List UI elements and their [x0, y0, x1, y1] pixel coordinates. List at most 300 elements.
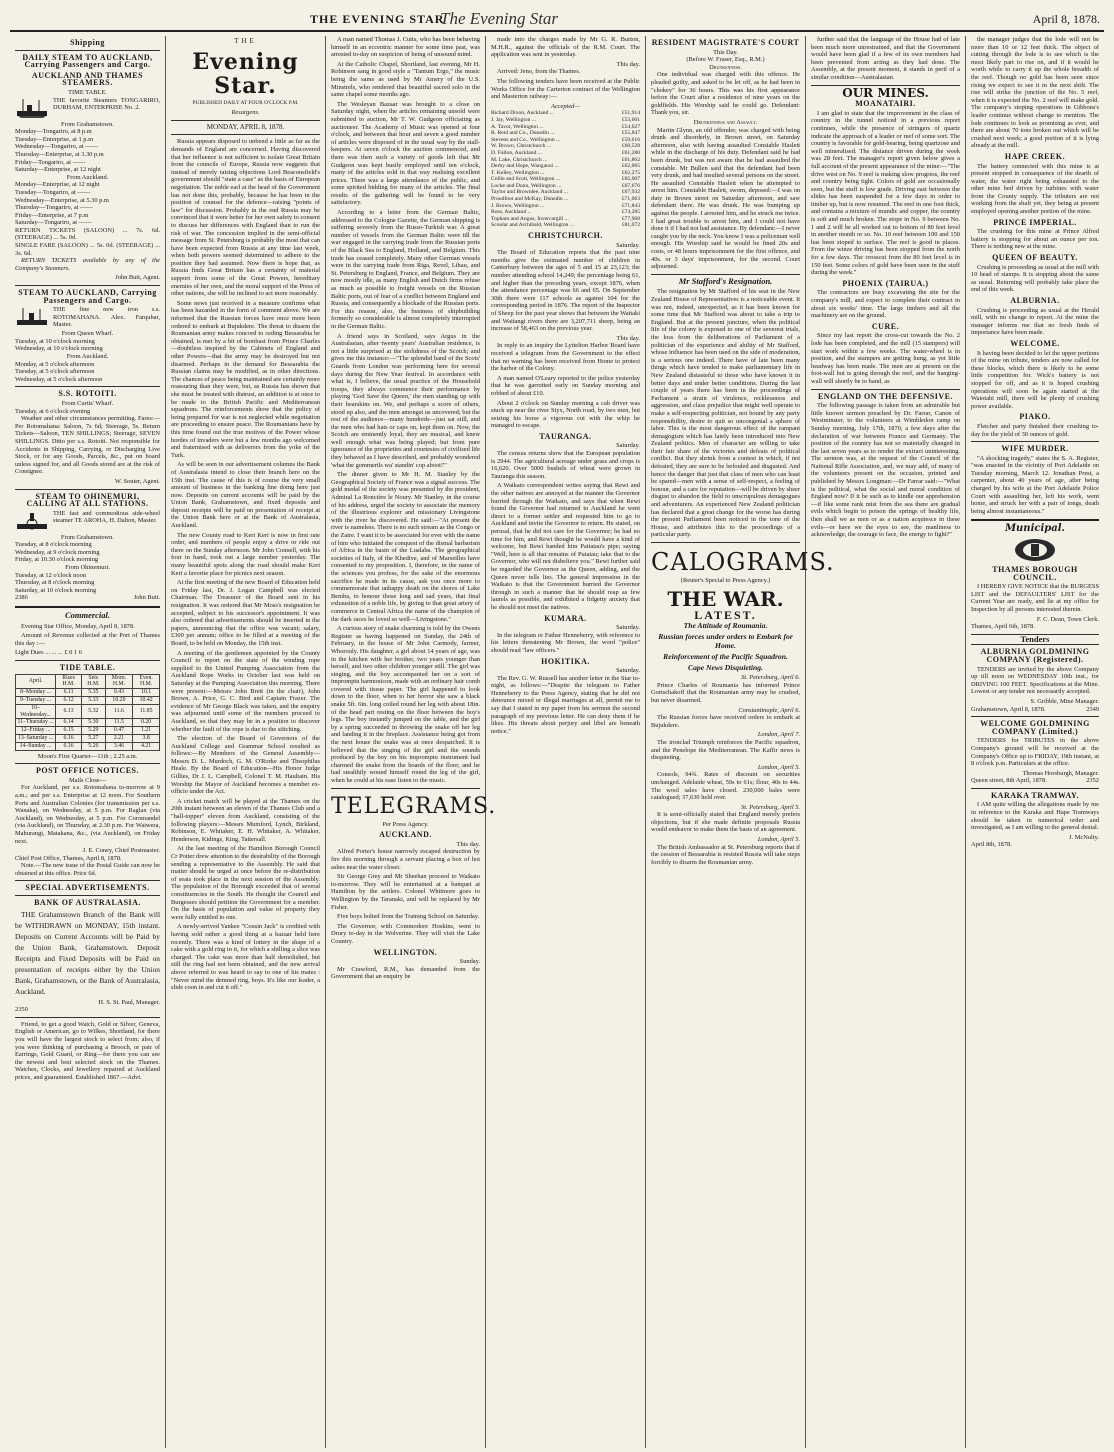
list-item: Wednesday, at 9 o'clock morning	[15, 548, 100, 556]
bank-num: 2350	[15, 1006, 28, 1014]
tenderer: Richard Dixon, Auckland ...	[491, 110, 554, 117]
tender-amount: £65,007	[621, 176, 640, 183]
title-the: THE	[234, 37, 257, 45]
tender-amount: £71,843	[621, 202, 640, 209]
tenderer: R. Reid and Co., Dunedin ...	[491, 130, 555, 137]
ad4-title: STEAM TO OHINEMURI, CALLING AT ALL STATIONS.	[26, 491, 149, 509]
cable-para: Prince Charles of Roumania has informed Prince Gortschakoff that the Roumanian army may be crushed, but never disarmed.	[651, 681, 800, 704]
tide-cell: 5.33	[82, 696, 106, 704]
cable-para: The British Ambassador at St. Petersburg reports that if the cession of Bessarabia is resisted Russia will take steps forcibly to disarm the Roumanian army.	[651, 843, 800, 866]
news-para: A man named Thomas J. Cutts, who has been behaving himself in an eccentric manner for some time past, was arrested to-day on suspicion of being of unsound mind.	[331, 36, 480, 59]
tender-amount: £62,065	[621, 163, 640, 170]
calograms-header: CALOGRAMS.	[651, 548, 835, 576]
tender-amount: £61,862	[621, 156, 640, 163]
list-item	[491, 163, 640, 170]
tenderer: Locke and Dunn, Wellington ...	[491, 182, 562, 189]
tide-cell: 11.5	[105, 719, 133, 727]
table-row	[16, 689, 160, 697]
council-sign: F. C. Dean, Town Clerk.	[1036, 615, 1099, 623]
the-war-header: THE WAR.	[667, 586, 784, 611]
ad1-sub: AUCKLAND AND THAMES STEAMERS.	[31, 70, 144, 88]
list-item	[491, 222, 640, 229]
masthead	[10, 8, 1104, 32]
mine-para: The contractors are busy excavating the site for the company's mill, and expect to complete their contract in about six weeks' time. The large timbers and all the machinery are on the ground.	[811, 289, 960, 320]
tide-cell: 11–Thursday ...	[17, 719, 54, 726]
tender-footer	[971, 777, 1099, 785]
tide-head-cell: Rises H.M.	[56, 674, 82, 689]
tide-head-cell: Sets H.M.	[82, 674, 106, 689]
tide-cell: 3.46	[105, 742, 133, 750]
mine-para: The crushing for this mine at Prince Alfred battery is stopping for about an ounce per ton. There is nothing new at the mine.	[971, 228, 1099, 251]
tender-num: 2349	[1086, 705, 1099, 713]
tender-amount: £67,676	[621, 182, 640, 189]
karaka-sign: J. McNulty.	[1069, 833, 1099, 841]
tide-cell: 6.11	[56, 689, 82, 697]
drunk-header: Drunkenness.	[709, 63, 742, 71]
telegram-para: Five boys bolted from the Training School on Saturday.	[337, 913, 480, 921]
masthead-date: April 8, 1878.	[1032, 12, 1100, 26]
tender-amount: £77,968	[621, 215, 640, 222]
editorial-para: Russia appears disposed to unbend a little as far as the demands of England are concerned. Having discovered that her influence is not sufficient to isolate Great Britain from the councils of Europe, Russia now suggests that instead of merely raising objections Lord Beaconsfield's government should "state a case" as the basis of European negotiation. The noble earl at the head of the Government has not done this, probably, because he has been in the position of counsel for the defence—raising "points of law" for discussion. Probably in the end Russia may be convinced that it were better for her own safety to consent to discuss her differences with England than to run the risk of war. The concession implied in the semi-official message from St. Petersburg is probably the most that can have been expected from Russia at any time last week, when both powers seemed determined to adhere to the position they had assumed. Now there is hope that, as Russia finds Great Britain has a certainty of material support from some of the Great Powers, hereditary enemies of her own, and the moral support of the Press of other nations, she will be inclined to act more reasonably.	[171, 138, 320, 298]
ad1-timetable: TIME TABLE.	[68, 88, 107, 96]
war-subhead: Reinforcement of the Pacific Squadron.	[663, 652, 788, 662]
list-item	[491, 196, 640, 203]
christchurch-day2: This day.	[616, 334, 640, 342]
tenderer: T. Kelley, Wellington ...	[491, 169, 545, 176]
welcome-header: WELCOME.	[1010, 338, 1060, 348]
wife-para: "A shocking tragedy," states the S. A. Register, "was enacted in the vicinity of Port Adelaide on Tuesday morning, March 12. Jonathan Prest, a carpenter, about 40 years of age, after being charged by his wife at the Port Adelaide Police Court with assaulting her, left his work, went home, and struck her with a pair of tongs, death being almost instantaneous."	[971, 454, 1099, 515]
court-para: Martin Glynn, an old offender, was charged with being drunk and disorderly, in Brown street, on Saturday afternoon, also with having assaulted Constable Haslett while in the discharge of his duty. Defendant said he had been drunk, but was not aware that he had assaulted the constable. Mr Bullen said that the defendant had been very drunk, and had insulted several persons on the street. He assaulted Constable Haslett when he attempted to arrest him. Constable Haslett, sworn, deposed:—I was on duty in Brown street on Saturday afternoon, and saw defendant there. He was drunk. He was bumping up against the people. I arrested him, and he struck me twice. I had great trouble to arrest him, and I could not have done it if I had not had assistance. By defendant:—I never caught you by the neck. You know I was a policeman well enough. His Worship said he would be fined 20s and costs, or 48 hours imprisonment for the first offence, and 40s. or 3 days' imprisonment, for the second. Court adjourned.	[651, 126, 800, 271]
welcome-tender-header: WELCOME GOLDMINING COMPANY (Limited.)	[980, 719, 1090, 736]
list-item: Saturday—Tongariro, at ——	[15, 219, 92, 227]
telegram-para: The census returns show that the European population is 2944. The agricultural acreage under grass and crops is 16,620. Over 5000 bushels of wheat were grown in Tauranga this season.	[491, 450, 640, 480]
steamship-icon	[15, 97, 49, 119]
dateline: St. Petersburg, April 5.	[741, 803, 800, 811]
ad1-lines-g	[15, 128, 160, 174]
dateline: London, April 5.	[757, 836, 800, 844]
editorial-para: At the last meeting of the Hamilton Borough Council Cr Potter drew attention to the desirability of the Borough sending a representative to the Assembly. He said that matter should be urged at once before the re-distribution of seats took place in the next session of the Assembly. The population of the Borough exceeded that of several constituencies in the South. He thought the Council and Burgesses should petition the Government for a member. On the basis of population and value of property they were fully entitled to one.	[171, 845, 320, 921]
piako-header: PIAKO.	[1019, 412, 1051, 422]
tide-header: TIDE TABLE.	[59, 663, 116, 672]
tide-cell: 5.27	[82, 734, 106, 742]
ad4-body-text: THE fast and commodious side-wheel steamer TE AROHA, H. Dalton, Master.	[53, 509, 160, 525]
watch-advert: Friend, to get a good Watch, Gold or Silver, Geneva, English or American, go to Wilkes, Shortland, for there you will have the largest stock to select from; also, if you were thinking of purchasing a Brooch, or pair of Earrings, Gold Guard, or Ring—for there you can see the newest and best selected stock on the Thames. Watches, Clocks, and Jewellery repaired at Auckland prices, and guaranteed. Established 1867.—Advt.	[15, 1020, 160, 1081]
ad3-body: Weather and other circumstances permitting. Fares:—Per Rotomahana: Saloon, 7s 6d; Steerage, 5s. Return Tickets—Saloon, TEN SHILLINGS; Steerage, SEVEN SHILLINGS. Ditto per s.s. Rotoiti. Not responsible for Accidents in Shipping, Carrying, or Discharging Live Stock, or for any Goods, Parcels, &c., put on board unless signed for, and all Goods stored are at the risk of Consignee.	[15, 415, 160, 476]
war-subhead: Russian forces under orders to Embark for Home.	[658, 632, 793, 651]
table-row	[16, 742, 160, 750]
wife-header: WIFE MURDER.	[1001, 444, 1069, 454]
news-para: According to a letter from the German Baltic, addressed to the Cologne Gazette, the German shipping is suffering severely from the Russo-Turkish war. A great number of vessels from the German Baltic were till the war engaged in the carrying trade from the Russian ports of the Black Sea to England, Holland, and Belgium. This trade has ceased completely. Many other German vessels were in the carrying trade from Riga, Revel, Libau, and St. Petersburg to England, France, and Belgium. They are now mostly idle, as many English and Dutch firms refuse as much as possible to freight vessels on the Russian Baltic ports, out of fear of a conflict between England and Russia, and consequently a blockade of the Russian ports. For this reason, also, the business of shipbuilding formerly so considerable is almost completely interrupted in the German Baltic.	[331, 209, 480, 330]
tender-notice: TENDERS are invited by the above Company up till noon on WEDNESDAY 10th inst., for DRIVING 100 FEET. Specifications at the Mine. Lowest or any tender not necessarily accepted.	[971, 665, 1099, 696]
tender-amount: £53,601	[621, 116, 640, 123]
editorial-para: A meeting of the gentlemen appointed by the County Council to report on the state of the winding rope supplied to the United Pumping Association from the Auckland Rope Works in October last was held on Saturday at the Pumping Association this morning. There were present:—Messrs John Brett (in the chair), John Brown, A. Price, G. C. Bird and Captain Frazer. The evidence of Mr George Black was taken, and the enquiry was adjourned until some of the members proceed to Auckland, so that they may be in a position to discover whether the fault of the rope is due to the stitching.	[171, 649, 320, 733]
list-item: Monday—Tongariro, at 8 p.m	[15, 128, 92, 136]
column-3	[326, 36, 497, 1448]
ad3-line: Tuesday, at 6 o'clock evening	[15, 407, 91, 415]
cable-para: Consols, 94¾. Rates of discount on securities unchanged. Adelaide wheat, 59s to 61s; flour, 40s to 44s. The wool sales have closed. 230,000 bales were catalogued; 37,630 held over.	[651, 771, 800, 802]
editorial-para: At the first meeting of the new Board of Education held on Friday last, Dr. J. Logan Campbell was elected Chairman. The Treasurer of the Board sent in his resignation. It was ordered that Mr Moss's resignation be accepted, subject to his successor's appointment. It was also ordered that advertisements should be inserted in the papers, announcing that the office was vacant; salary, £300 per annum; office to be filled at a meeting of the Board, to be held on Monday, the 15th inst.	[171, 579, 320, 647]
list-item	[491, 176, 640, 183]
post-header: POST OFFICE NOTICES.	[36, 766, 139, 776]
list-item	[491, 150, 640, 157]
list-item: Wednesday, at 5 o'clock afternoon	[15, 375, 103, 383]
ad4-num: 2386	[15, 594, 28, 602]
christchurch-header: CHRISTCHURCH.	[528, 231, 603, 241]
tender-amount: £81,072	[621, 222, 640, 229]
tender-amount: £54,627	[621, 123, 640, 130]
telegram-para: Alfred Porter's house narrowly escaped destruction by fire this morning through a servant placing a box of hot ashes near the water closet.	[331, 848, 480, 871]
tender-amount: £62,275	[621, 169, 640, 176]
tide-cell: 6.14	[56, 719, 82, 727]
list-item	[491, 209, 640, 216]
dateline: St. Petersburg, April 6.	[741, 674, 800, 682]
commercial-office: Evening Star Office, Monday, April 8, 1878.	[21, 622, 135, 630]
post-sign: J. E. Coney, Chief Postmaster.	[82, 847, 160, 855]
tide-cell: 0.20	[133, 719, 160, 727]
tide-cell: 10.20	[105, 696, 133, 704]
ad3-sign: W. Souter, Agent.	[114, 477, 160, 485]
telegram-para: The Rev. G. W. Russell has another letter in the Star to-night, as follows:—"Despite the telegram to Father Henneberry to the Press Agency, stating that he did not denounce mixed or illegal marriages at all, permit me to say that I stated in my paper from his sermon the second paragraph of my previous letter. He can deny them if he likes. His threats about perjury and libel are beneath notice."	[491, 674, 640, 735]
telegram-para: made into the charges made by Mr G. R. Burton, M.H.R., against the officials of the R.M. Court. The application was sent in yesterday.	[491, 36, 640, 59]
stafford-continued: further said that the language of the House had of late been much more unrestrained, and that the Government would have been glad if a few of its own members had been prevented from acting as they had done. The Assembly, at the present moment, it stands in peril of a similar condition—Australasian.	[811, 36, 960, 81]
stafford-header: Mr Stafford's Resignation.	[678, 275, 773, 286]
hokitika-day: Saturday.	[616, 667, 640, 675]
tide-cell: 5.35	[82, 689, 106, 697]
mine-para: I am glad to state that the improvement in the class of country in the tunnel noticed in a previous report continues, while the presence of stringers of quartz indicate the approach of a leader or reef of some sort. The country is favorable for gold-bearing, being quartzose and well mineralised. The distance driven during the week was 28 feet. The manager's report given below gives a full account of the present appearance of the mine:—"The drive west on No. 9 reef is making slow progress, the reef and country being tight. Colors of gold are occasionally seen, but the stuff is low grade. Driving east between the slides has been suspended for a few days in order to timber up, but is now resumed. The reef in one foot thick, and contains a mixture of mundic and copper, the country is soft and much broken. The stope in No. 9 between No. 1 and 2 will be all worked out to bottom of 80 feet level in another month or so. No. 10 reef between 100 and 150 has been stoped to surface. The reef is good in places. From the winze driving has been stopped from the north for a few days. The crosscut from the 80 feet level is in 150 feet. Some colors of gold have been seen in the stuff during the week."	[811, 109, 960, 277]
column-7	[966, 36, 1104, 1448]
tauranga-header: TAURANGA.	[539, 431, 592, 441]
list-item: Friday—Enterprise, at 7 p.m	[15, 211, 89, 219]
alburnia-header: ALBURNIA.	[1010, 296, 1060, 305]
ad2-body	[15, 306, 160, 329]
tide-cell: 5.32	[82, 704, 106, 719]
ad2-from-a: From Auckland.	[66, 353, 109, 360]
list-item: Thursday—Enterprise, at 3.30 p.m	[15, 150, 104, 158]
tender-sign: Thomas Horsburgh, Manager.	[1022, 769, 1099, 777]
ad1-body-text: THE favorite Steamers TONGARIRO, DURHAM, ENTERPRISE No. 2.	[53, 96, 160, 112]
table-row	[16, 734, 160, 742]
tender-amount: £74,285	[621, 209, 640, 216]
hape-header: HAPE CREEK.	[1004, 151, 1066, 161]
column-5	[646, 36, 835, 1448]
tide-table	[15, 674, 160, 751]
tide-foot: Moon's First Quarter—11th ; 2.25 a.m.	[37, 752, 138, 760]
list-item: Monday—Enterprise, at 12 night	[15, 181, 100, 189]
list-item: Friday, at 10.30 o'clock morning	[15, 556, 99, 564]
tenderer: Taylor and Brownlee, Auckland ...	[491, 189, 568, 196]
ad1-sign: John Butt, Agent.	[115, 274, 160, 282]
karaka-notice: I AM quite willing the allegations made by me in reference to the Karaka and Hape Tramways should be taken in numerical order and investigated, as I am willing to the general denial.	[971, 801, 1099, 832]
queen-header: QUEEN OF BEAUTY.	[992, 253, 1078, 263]
list-item	[491, 203, 640, 210]
list-item: Tuesday—Tongariro, at ——	[15, 188, 91, 196]
tide-cell: 6.16	[56, 734, 82, 742]
table-row	[16, 696, 160, 704]
tide-cell: 9.43	[105, 689, 133, 697]
england-header: ENGLAND ON THE DEFENSIVE.	[817, 391, 954, 401]
karaka-date: April 8th, 1878.	[971, 841, 1012, 849]
phoenix-header: PHOENIX (TAIRUA.)	[842, 278, 929, 288]
tenderer: Collie and Scott, Wellington ...	[491, 176, 561, 183]
tide-cell: 10–Wednesday...	[16, 704, 56, 719]
dateline: London, April 5.	[757, 763, 800, 771]
list-item	[491, 117, 640, 124]
list-item	[491, 157, 640, 164]
masthead-handwritten-note: The Evening Star	[440, 9, 559, 28]
kumara-header: KUMARA.	[544, 613, 587, 623]
ad2-from-q: From Queen Wharf.	[61, 330, 114, 338]
council-header: THAMES BOROUGH COUNCIL.	[992, 565, 1078, 582]
tenderer: W. Brown, Christchurch ...	[491, 143, 552, 150]
list-item: Tuesday, at 5 o'clock afternoon	[15, 368, 95, 376]
list-item: Saturday—Enterprise, at 12 night	[15, 166, 101, 174]
column-4	[486, 36, 646, 1448]
tide-head-cell: Morn. H.M.	[105, 674, 133, 689]
list-item	[491, 124, 640, 131]
telegram-para: Sir George Grey and Mr Sheehan proceed to Waikato to-morrow. They will be entertained at a banquet at Hamilton by the settlers. Colonel Whitmore goes to Wellington by the Taranaki, and will be replaced by Mr Fisher.	[331, 873, 480, 911]
tide-cell: 0.47	[105, 727, 133, 735]
telegram-para: The Board of Education reports that the past nine months give the estimated number of children in Canterbury between the ages of 5 and 15 at 23,123; the number attending school 14,249; the percentage being 61, and higher than the preceding years, except 1876, when the attendance percentage was 66 and 65. On September 30th there were 117 schools as against 104 for the corresponding period in 1876. The report of the Inspector of Sheep for the past year shows that between the Waitaki and Waitangi rivers there are 3,207,711 sheep, being an increase of 58,463 on the previous year.	[491, 249, 640, 333]
tenders-list	[491, 110, 640, 229]
tide-cell: 10.1	[133, 689, 160, 697]
tide-cell: 11.85	[133, 704, 160, 719]
mine-para: Since my last report the cross-cut towards the No. 2 lode has been completed, and the mill (15 stampers) will start work within a few weeks. The water-wheel is in position, and the stampers are getting hung, as yet little headway has been made. The men are at present on the foot-wall but is going through the reef, and the hanging-wall will shortly be to hand, as	[811, 332, 960, 385]
tide-cell: 9–Tuesday ...	[16, 696, 56, 704]
ad4-from-g: From Grahamstown.	[61, 533, 114, 541]
karaka-header: KARAKA TRAMWAY.	[990, 790, 1080, 800]
telegram-para: Arrived: Jeno, from the Thames.	[497, 68, 581, 76]
tenderer: Stevens and Co., Wellington ...	[491, 136, 561, 143]
list-item: Wednesday—Tongariro, at ——	[15, 143, 98, 151]
columns	[10, 36, 1104, 1448]
accepted-header: Accepted—	[550, 102, 581, 110]
ad2-body-text: THE fine new iron s.s. ROTOMAHANA. Alex. Farquhar, Master.	[53, 306, 160, 329]
telegram-para: In the telegram re Father Henneberry, with reference to his letters threatening Mr Brown, the word "police" should read "law officers."	[491, 631, 640, 654]
tide-cell: 14–Sunday ...	[16, 742, 56, 750]
tide-head-cell: Even. H.M.	[133, 674, 160, 689]
tenderer: A. Tavor, Wellington ...	[491, 123, 544, 130]
ad1-from-a: From Auckland.	[66, 173, 109, 181]
published-line: PUBLISHED DAILY AT FOUR O'CLOCK P.M.	[192, 99, 299, 106]
prince-header: PRINCE IMPERIAL.	[993, 217, 1077, 227]
tender-amount: £61,280	[621, 149, 640, 156]
column-2	[166, 36, 326, 1448]
tide-cell: 12–Friday ...	[16, 727, 56, 735]
our-mines-header: OUR MINES.	[842, 85, 929, 100]
table-row	[16, 719, 160, 727]
tender-amount: £59,616	[621, 136, 640, 143]
telegrams-sub: Per Press Agency.	[382, 820, 429, 828]
cable-para: The ironclad Triumph reinforces the Pacific squadron, and the Penelope the Mediterranean. The Kaffir news is disquieting.	[651, 738, 800, 762]
list-item: Monday, at 5 o'clock afternoon	[15, 360, 95, 368]
list-item	[491, 170, 640, 177]
telegrams-header: TELEGRAMS.	[331, 793, 497, 819]
ad3-title: S.S. ROTOITI.	[58, 389, 117, 399]
newspaper-title: Evening Star.	[192, 48, 299, 99]
tenderer: Topham and Angus, Invercargill ...	[491, 215, 569, 222]
tide-cell: 6.12	[56, 696, 82, 704]
list-item: Wednesday, at 10 o'clock morning	[15, 345, 103, 353]
mine-para: Crushing is proceeding as usual at the Herald mill, with no change to report. At the mine the manager informs me that no fresh finds of importance have been made.	[971, 306, 1099, 337]
bank-sign: H. S. St. Paul, Manager.	[98, 998, 160, 1006]
cure-header: CURE.	[871, 321, 900, 331]
tender-date: Queen street, 8th April, 1878.	[971, 777, 1047, 785]
tide-head-row	[16, 674, 160, 689]
news-para: At the Catholic Chapel, Shortland, last evening, Mr H. Robinson sang in good style a "Tantum Ergo," the music being the same as used by Mr Amery of the U.S. Minstrels, who rendered that beautiful sacred solo in the same chapel some months ago.	[331, 60, 480, 99]
ad4-body	[15, 510, 160, 525]
ad4-footer	[15, 594, 160, 602]
tender-amount: £71,063	[621, 196, 640, 203]
tenderer: D. Fallon, Auckland ...	[491, 149, 542, 156]
tender-amount: £60,528	[621, 143, 640, 150]
ad1-title: DAILY STEAM TO AUCKLAND, Carrying Passengers and Cargo.	[22, 52, 153, 70]
telegram-para: About 2 o'clock on Sunday morning a cab driver was stuck up near the river Styx, North road, by two men, but seizing his horse a vigorous cut with the whip he managed to escape.	[491, 399, 640, 430]
masthead-title: THE EVENING STAR	[310, 12, 445, 26]
calograms-sub: (Reuter's Special to Press Agency.)	[680, 577, 771, 584]
ad1-note: RETURN TICKETS available by any of the Company's Steamers.	[15, 257, 160, 272]
table-row	[16, 727, 160, 735]
telegram-para: The following tenders have been received at the Public Works Office for the Carterton contract of the Wellington and Masterton railway:—	[491, 77, 640, 101]
bank-header: BANK OF AUSTRALASIA.	[34, 898, 141, 908]
list-item: Tuesday—Enterprise, at 1 p.m	[15, 135, 94, 143]
column-6	[806, 36, 966, 1448]
list-item	[491, 137, 640, 144]
list-item	[491, 143, 640, 150]
tenderer: Scoular and Archibald, Wellington ...	[491, 222, 575, 229]
tender-notice: TENDERS for TRIBUTES in the above Company's ground will be received at the Company's Office up to FRIDAY, 19th instant, at 8 o'clock p.m. Particulars at the office.	[971, 737, 1099, 768]
council-notice: I HEREBY GIVE NOTICE that the BURGESS LIST and the DEFAULTERS' LIST for the Current Year are ready, and lie at my office for Inspection by all persons interested therein.	[971, 583, 1099, 613]
ad1-from-g: From Grahamstown.	[61, 120, 114, 128]
editorial-para: The new County road to Keri Keri is now in first rate order, and numbers of people enjoy a drive or ride out there on the Sunday afternoon. Mr John Connell, with his four in hand, took out a large number yesterday. The many beautiful spots along the road should make Keri Keri a favorite place for picnics next season.	[171, 531, 320, 577]
list-item: Thursday—Tongariro, at ——	[15, 204, 93, 212]
ad4-sign: John Butt.	[133, 594, 160, 602]
christchurch-day: Saturday.	[616, 241, 640, 249]
ad2-title: STEAM TO AUCKLAND, Carrying Passengers and Cargo.	[18, 288, 157, 305]
tauranga-day: Saturday.	[616, 442, 640, 450]
war-subhead: Cape News Disquieting.	[688, 663, 763, 673]
mine-para: It having been decided to let the upper portions of the mine on tribute, tenders are now called for these blocks, which there is likely to be some little competition for. Wick's battery is not stopped for off, and as it is hoped crushing operations will soon be again started at the Waiotahi mill, there will be plenty of crushing power available.	[971, 349, 1099, 410]
list-item: Tuesday, at 8 o'clock morning	[15, 541, 92, 549]
mine-para: Crushing is proceeding as usual at the mill with 10 head of stamps. It is stopping about the same as usual. Returning will probably take place the end of this week.	[971, 263, 1099, 294]
tide-cell: 1.21	[133, 727, 160, 735]
tide-cell: 11.6	[105, 704, 133, 719]
ad1-lines-a	[15, 181, 160, 227]
rm-before: (Before W. Fraser, Esq., R.M.)	[686, 56, 765, 64]
news-para: The dinner given to Mr H. M. Stanley by the Geographical Society of France was a signal success. The gold medal of the society was presented by the president, Admiral La Roncière le Noury. Mr Stanley, in the course of his address, urged the society to associate the memory of the illustrious explorer and missionary Livingstone with the river he discovered. He said:—"At present the river is nameless. There is no such stream as the Congo or the Zaire. I want it to be associated for ever with the name of him who initiated the conquest of the dismal barbarism of Africa in the basin of the Lualaba. The geographical societies of Italy, of the Khedive, and of Marseilles have consented to my proposition. I, therefore, in the name of the sciences you profess, for the sake of the enormous sacrifice he made in its cause, ask you once more to commemorate that unhappy death on the shores of Lake Bemba, to honour those long and sad years, that final exhaustion of a noble life, by giving to that great artery of commerce in Central Africa the name of the champion of the dark races he loved so well—Livingstone."	[331, 471, 480, 623]
list-item: Tuesday, at 12 o'clock noon	[15, 571, 86, 579]
cable-para: The Russian forces have received orders to embark at Bujukdere.	[651, 714, 800, 729]
auckland-header: AUCKLAND.	[379, 830, 432, 840]
court-para: One individual was charged with this offence. He pleaded guilty, and asked to be let off, as he had been in "chokey" for 36 hours. This was his first appearance before the Court after a residence of nine years on the goldfields. His Worship said he could go. Defendant: Thank you, sir.	[651, 71, 800, 117]
ad3-from: From Curtis' Wharf.	[61, 399, 114, 407]
auckland-day: This day.	[456, 840, 480, 848]
wellington-header: WELLINGTON.	[373, 947, 438, 957]
commercial-body: Amount of Revenue collected at the Port of Thames this day :—	[15, 632, 160, 647]
tenderer: J. Brown, Wellington ...	[491, 202, 545, 209]
kumara-day: Saturday.	[616, 624, 640, 632]
mine-para: The battery connected with this mine is at present stopped in consequence of the dearth of water, the water right being exhausted to the other mine bed driven by turbines with water from the County supply. The tributers are not working from the shaft yet, they being at present employed opening another portion of the mine.	[971, 162, 1099, 216]
ad1-single: SINGLE FARE (SALOON) ... 5s. 0d. (STEERAGE) ... 3s. 6d.	[15, 242, 160, 257]
dateline: Constantinople, April 6.	[738, 706, 800, 714]
assault-header: Drunkenness and Assault.	[693, 118, 758, 126]
news-para: A friend says in Scotland, says Argus in the Australasian, after twenty years' Australian residence, is not a little surprised at the stolidness of the Scotch; and gives me this instance:—"The splendid band of the Scots' Guards from London was performing here for several days during the New Year festival. In accordance with what is, I believe, the usual practice of the Household troops, they always commence their performance by playing 'God Save the Queen,' the men standing up with their bearskins on. We, and perhaps a score of others, stood up also, and the men amongst us uncovered; but the rest of the audience—many hundreds—just sat still, and the men who had hats or caps on, kept them on. Now, the Scotch are eminently loyal, they are musical, and knew well enough what was being played; but from pure ignorance of the proprieties and courtesies of civilised life they behaved as I have described, and probably wondered 'what the gommerils wa' standin' cop aboot!'"	[331, 332, 480, 469]
paddle-steamer-icon	[15, 510, 49, 532]
tide-cell: 6.15	[56, 727, 82, 735]
tender-num: 2352	[1086, 777, 1099, 785]
editorial-dateline: MONDAY, APRIL 8, 1878.	[206, 122, 285, 131]
tenderer: J. Jay, Wellington ...	[491, 116, 537, 123]
borough-crest-icon	[1012, 535, 1058, 563]
rm-day: This Day.	[713, 48, 738, 56]
tenderer: Ross, Auckland ...	[491, 209, 532, 216]
tender-sign: S. Gribble, Mine Manager.	[1030, 697, 1099, 705]
mine-para: Fletcher and party finished their crushing to-day for the yield of 30 ounces of gold.	[971, 422, 1099, 438]
list-item	[491, 110, 640, 117]
tide-head-cell: April.	[16, 674, 56, 689]
bank-body: THE Grahamstown Branch of the Bank will be WITHDRAWN on MONDAY, 15th instant. Deposits on Current Accounts will be Paid by the Union Bank, Grahamstown. Deposit Receipts and Fixed Deposits will be Paid on presentation of receipts either by the Union Bank, Grahamstown, or the Bank of Australasia, Auckland.	[15, 909, 160, 996]
telegram-para: A man named O'Leary reported to the police yesterday that he was garrotted early on Sunday morning and robbed of about £10.	[491, 374, 640, 397]
wellington-day: Sunday.	[459, 958, 480, 966]
council-date: Thames, April 6th, 1878.	[971, 623, 1035, 631]
telegram-para: A Waikato correspondent writes saying that Rewi and the other natives are annoyed at the manner the Governor hurried through the Waikato, and says that when Rewi found the Governor had returned to Auckland he went direct to a former settler and requested him to go to Auckland and invite the Governor to return. He stated, on perusal, that he did not care for the Governor; he had no time for him, and Rewi thought he would have a kind of welcome, but Rewi handed him Paitatau's pipe; saying "Well, here is all that remains of Putatau; take that to the Governor, who will not disbelieve you." Rewi further said he regarded the Governor as the Queen, adding, and the Queen never tells lies. The general impression in the Waikato is that the Government hurried the Governor through in such a manner that he should reap as few laurels as possible, and exhibited a fidgetty anxiety that he should not meet the natives.	[491, 482, 640, 611]
rm-court-header: RESIDENT MAGISTRATE'S COURT	[651, 38, 800, 47]
mine-para: the manager judges that the lode will not be more than 10 or 12 feet thick. The object of cutting through the lode is to see which is the most likely part to rise on, and if it would be worth while to carry it up the whole breadth of the reef. Though no gold has been seen since rising we expect to see it in the next shift. The rise will strike the junction of the No. 5 reef, when it is expected the No. 2 reef will make gold. The company's stoping operations in Gibbons's leader continue without change to mention. The lode continues to look as promising as ever, and there are about 70 tons broken out which will be crushed next week; a good portion of it is lying already at the mill.	[971, 36, 1099, 150]
tide-cell: 3.8	[133, 734, 160, 742]
tide-cell: 2.21	[105, 734, 133, 742]
cable-para: It is semi-officially stated that England merely prefers objections, but if she made definite proposals Russia would endeavor to make them the basis of an agreement.	[651, 811, 800, 834]
hokitika-header: HOKITIKA.	[541, 656, 590, 666]
list-item	[491, 216, 640, 223]
editorial-para: Some news just received in a measure confirms what has been hazarded in the form of comment above. We are informed that the Russian forces have once more been ordered to embark at Bujukdere. The threat to disarm the Roumanian army makes concord to ceding Bessarabia be obtained, is met by a bit of bombast from Prince Charles—doubtless inspired by the Cabinets of England and other Powers—that the army may be destroyed but not disarmed. Perhaps in the demand for Bessarabia the Russian claims may be modified, as in other directions. The chances of peace being maintained are certainly more reassuring than they were, but, as Russia has shown that she must be treated with distrust, an addition is at once to be made to the British Pacific and Mediterranean squadrons. The reinforcements show that the policy of being prepared for war is not neglected while negotiation are proceeding to ensure peace. The Roumanians have by this time found out the true motives of the Power whose hordes of invaders were but a few months ago welcomed and fraternised with as deliverers from the yoke of the Turk.	[171, 299, 320, 459]
day-label: This day.	[616, 60, 640, 68]
editorial-para: A newly-arrived Yankee "Cousin Jack" is credited with having sold rather a good thing at a bazaar held here recently. There was a kind of lottery in the shape of a cake with a gold ring in it, for which a shilling a slice was charged. The cake was more than half demolished, but still the ring had not been obtained, and the new arrival above referred to was heard to say to one of his mates : "Never mind the demned ring, boys. It's like our leader, a slide coon in and cut it off."	[171, 923, 320, 992]
tenderer: M. Lake, Christchurch ...	[491, 156, 548, 163]
post-body: For Auckland, per s.s. Rotomahana to-morrow at 9 a.m.; and per s.s. Enterprise at 12 noon. For Southern Ports and Australian Colonies (for transmission per s.s. Wanaka), on Wednesday, at 5 p.m. For Raglan (via Auckland), on Wednesday, at 5 p.m. For Coromandel (via Auckland), on Thursday, at 2.30 p.m. For Waiwera, Mahurangi, Matakana, &c., (via Auckland), on Friday next.	[15, 784, 160, 845]
telegram-para: Mr Crawford, R.M., has demanded from the Government that an enquiry be	[331, 965, 480, 981]
tender-date: Grahamstown, April 8, 1878.	[971, 705, 1046, 713]
list-item: Thursday, at 8 o'clock morning	[15, 579, 95, 587]
news-para: A curious story of snake charming is told by the Owens Register as having happened on Sunday, the 24th of February, in the house of Mr John Carmody, farmer, Whorouly. His daughter, a girl about 14 years of age, was in the kitchen with her brother, two years younger than herself, and two other children younger still. The girl was singing, and the boy accompanied her on a sort of impromptu harmonicon, made with an ordinary hair comb covered with tissue paper. The girl happened to look down to the floor, when to her horror she saw a black snake 5ft. 6in. long coiled round her leg with about 18in. of the head part resting on the floor between the boy's legs. The boy instantly jumped on the table, and the girl by a spring succeeded in throwing the snake off her leg and landing it in the fireplace. Assistance being got from the next house the snake was at once despatched. It is believed that the singing of the girl and the sounds produced by the boy on his impromptu instrument had charmed the snake from the boards of the floor, and he had stealthily wound himself round the leg of the girl, when he could at his ease listen to the music.	[331, 625, 480, 784]
column-1	[10, 36, 166, 1448]
editorial-para: As will be seen in our advertisement columns the Bank of Australasia intend to close their branch here on the 15th inst. The cause of this is of course the very small amount of business in the banking line doing here just now. Deposits on current accounts will be paid by the Union Bank, Grahamstown, and fixed deposits and deposit receipts will be paid on presentation of receipt at the Union Bank here or at the Bank of Australasia, Auckland.	[171, 461, 320, 530]
special-header: SPECIAL ADVERTISEMENTS.	[25, 883, 150, 893]
tide-cell: 6.16	[56, 742, 82, 750]
tide-cell: 4.21	[133, 742, 160, 750]
tender-amount: £67,932	[621, 189, 640, 196]
alburnia-tender-header: ALBURNIA GOLDMINING COMPANY (Registered).	[980, 647, 1090, 664]
tide-cell: 10.42	[133, 696, 160, 704]
latest-header: LATEST.	[694, 607, 757, 622]
tide-cell: 5.29	[82, 727, 106, 735]
list-item: Saturday, at 10 o'clock morning	[15, 586, 97, 594]
england-para: The following passage is taken from an admirable but little known sermon preached by Dr. Farrar, Canon of Westminster, to the volunteers at Wimbledon camp on Sunday morning, July 17th, 1870, a few days after the declaration of war between France and Germany. The position of the country has not so materially changed in the last seven years as to render the extract uninteresting. The sermon was, at the request of the Council of the National Rifle Association, and, we may add, of many of the volunteers present on the occasion, printed and published by Messrs Longman:—Dr Farrar said:—"What is the political, what the social and moral condition of England now? If it be such as to kindle our apprehension—if like some rank mist from the sea there are gradual evils which begin to poison the springs of healthy life, then shall we as men or as a nation acquiesce in these evils—or have we the eyes to see, the manliness to acknowledge, the courage to face, the energy to fight?"	[811, 402, 960, 539]
ad1-return: RETURN TICKETS (SALOON) ... 7s. 6d. (STEERAGE) ... 5s. 0d.	[15, 226, 160, 242]
editorial-para: A cricket match will be played at the Thames on the 20th instant between an eleven of the Thames Club and a "hall-topper" eleven from Auckland, consisting of the following players:—Messrs Mumford, Lynch, Birkland, Robinson, E. Whitaker, E. H. Whitaker, A. Whitaker, Henderson, Kidings, King, Tattersall.	[171, 797, 320, 843]
list-item: Friday—Tongariro, at ——	[15, 158, 86, 166]
post-note: Note.—The new issue of the Postal Guide can now be obtained at this office. Price 6d.	[15, 862, 160, 877]
stafford-para: The resignation by Mr Stafford of his seat in the New Zealand House of Representatives is a noticeable event. It was not, indeed, unexpected, as it has been known for some time that Mr Stafford was about to take a trip to England. But at the present juncture, when the political life of the colony is exposed to one of the severest trials, the loss from the deliberations of Parliament of a politician of the experience and ability of Mr Stafford, whose influence has been used on the side of moderation, is a serious one indeed. There have of late been many things which have tended to make parliamentary life in New Zealand distasteful to those who have known it in better days and under better conditions. During the last couple of years there has been in the proceedings of Parliament a strain of virulence, recklessness and aggression, and class prejudice that might well operate to make a self-respecting politician, not bound by any party responsibility, desire to quit so uncongenial a sphere of labor. This is the most dangerous effect of the rampant demagogism which has lately been introduced into New Zealand politics. Men of character are willing to take their fair share of the victories and defeats of political conflict. But they shrink from a contest in which, if not defeated, they are sure to be befouled and disgusted. And hence the danger that just that class of men who can least be spared—men with a sense of self-respect, a feeling of honour, and a care for reputation—will be driven by sheer disgust to abandon the field to unscrupulous demagogues and adventurers. An experienced New Zealand politician has declared that a great change for the worse has during the present Parliament been noticed in the tone of the House, and attributes this to the proceedings of a particular party.	[651, 288, 800, 539]
tenders-header: Tenders	[971, 634, 1099, 646]
municipal-header: Municipal.	[1004, 523, 1066, 535]
editorial-para: The election of the Board of Governors of the Auckland College and Grammar School resulted as follows:—By Members of the General Assembly—Messrs D. L. Murdoch, G. M. O'Rorke and Theophilus Heale. By the Board of Education—His Honor Judge Gillies, Dr J. L. Campbell, Colonel T. M. Haultain. His Worship the Mayor of Auckland becomes a member ex-officio under the Act.	[171, 735, 320, 796]
moanataiari-header: MOANATAIRI.	[855, 99, 916, 109]
tide-cell: 8–Monday ...	[16, 689, 56, 697]
tender-amount: £55,847	[621, 130, 640, 137]
list-item	[491, 183, 640, 190]
shipping-header: Shipping	[70, 38, 105, 47]
war-subhead: The Attitude of Roumania.	[683, 621, 768, 631]
table-row	[16, 704, 160, 719]
